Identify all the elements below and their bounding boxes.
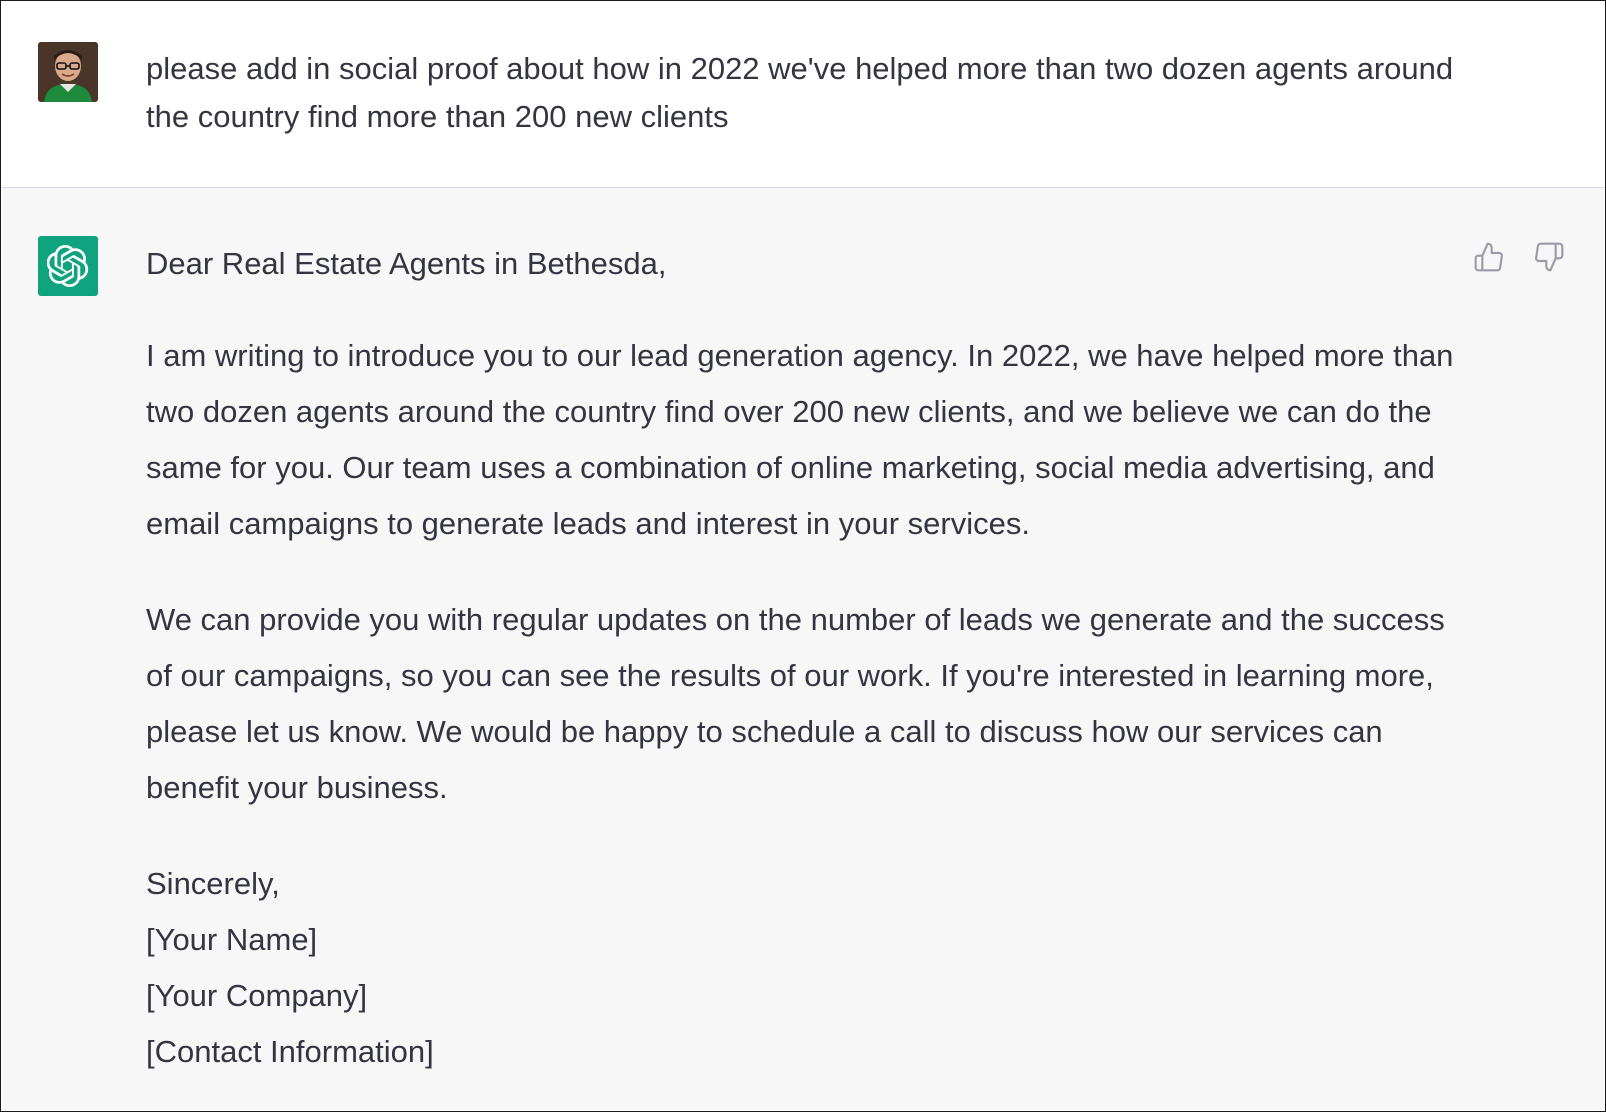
user-message [2, 2, 1604, 188]
assistant-message-content [146, 236, 1476, 1080]
user-photo-avatar-icon [38, 42, 98, 102]
signature-name: [Your Name] [146, 922, 318, 957]
thumbs-down-button[interactable] [1532, 240, 1566, 274]
thumbs-down-icon [1533, 241, 1565, 273]
signature-contact: [Contact Information] [146, 1034, 434, 1069]
letter-paragraph: We can provide you with regular updates on the number of leads we generate and the success of our campaigns, so you can see the results of our work. If you're interested in learning more, please let us know. We would be happy to schedule a call to discuss how our services can benefit your business. [146, 602, 1445, 805]
user-avatar [38, 42, 98, 102]
feedback-controls [1472, 240, 1566, 274]
openai-logo-icon [47, 245, 89, 287]
letter-paragraph: I am writing to introduce you to our lead generation agency. In 2022, we have helped more than two dozen agents around the country find over 200 new clients, and we believe we can do the same for you. Our team uses a combination of online marketing, social media advertising, and email campaigns to generate leads and interest in your services. [146, 338, 1454, 541]
letter-signature [146, 856, 1476, 1080]
letter-greeting: Dear Real Estate Agents in Bethesda, [146, 246, 667, 281]
thumbs-up-button[interactable] [1472, 240, 1506, 274]
signature-closing: Sincerely, [146, 866, 280, 901]
signature-company: [Your Company] [146, 978, 368, 1013]
user-message-text: please add in social proof about how in 2022 we've helped more than two dozen agents around the country find more than 200 new clients [146, 51, 1454, 134]
assistant-message [2, 188, 1604, 1110]
thumbs-up-icon [1473, 241, 1505, 273]
assistant-avatar [38, 236, 98, 296]
